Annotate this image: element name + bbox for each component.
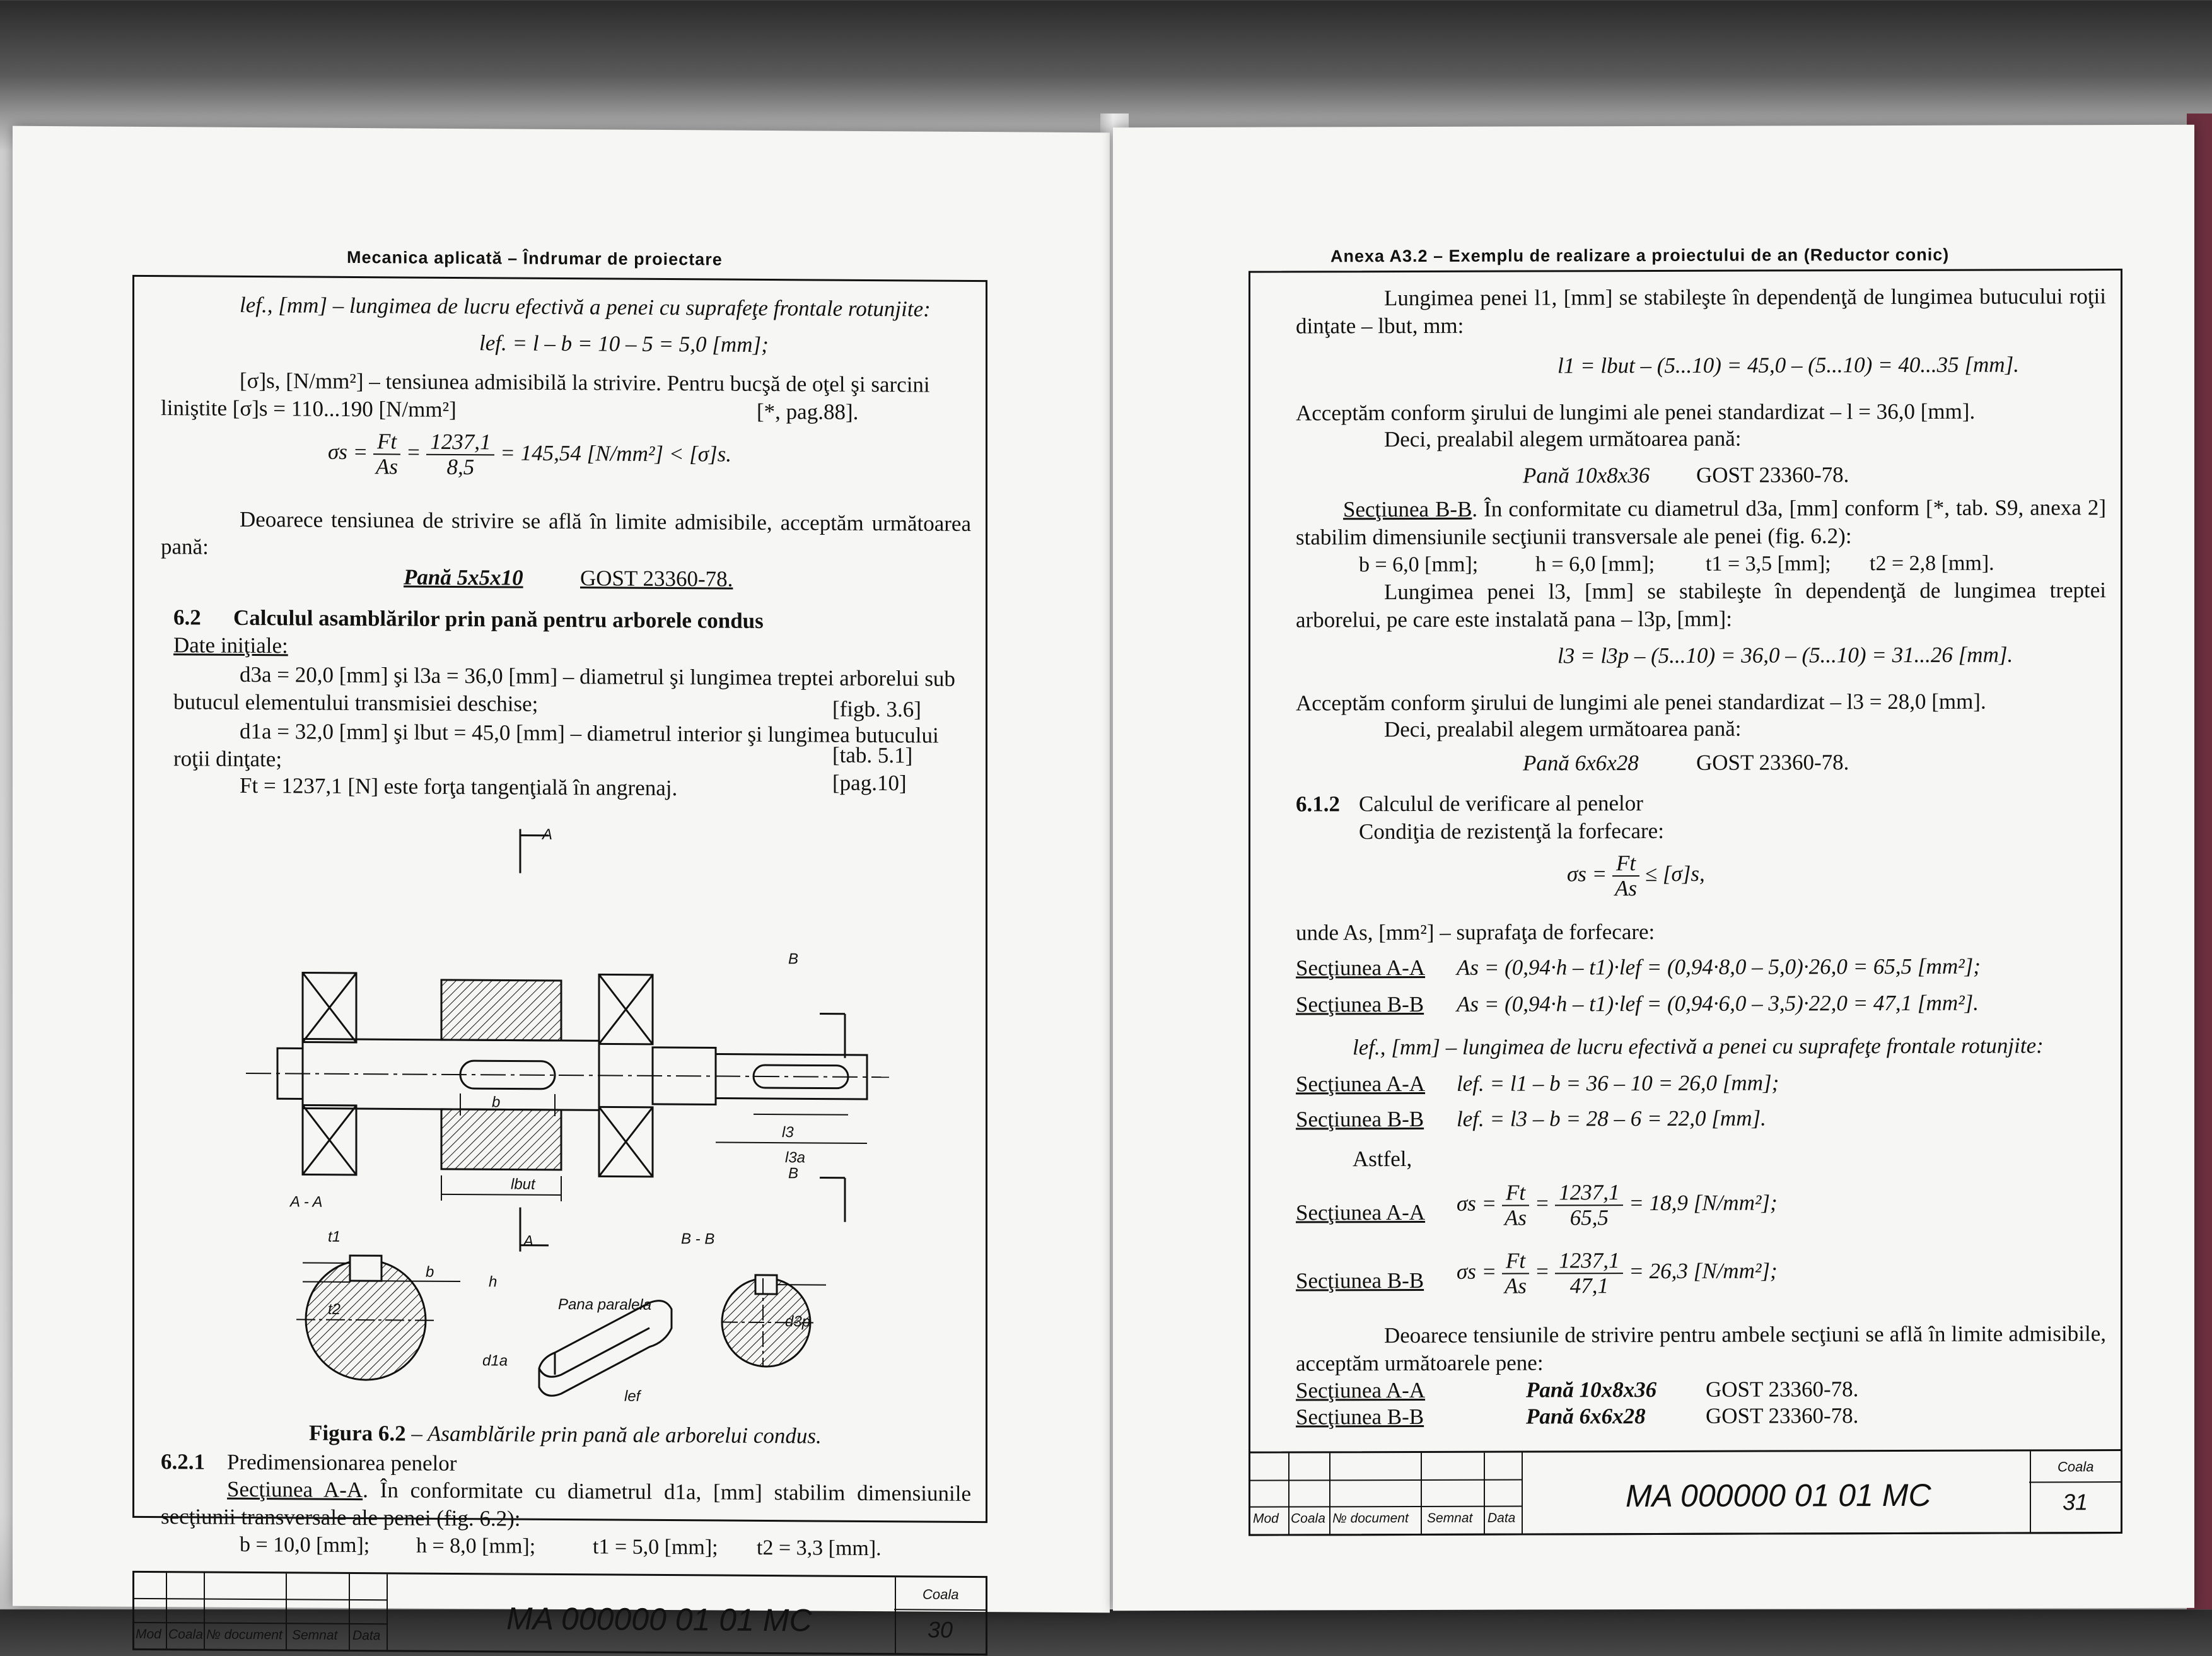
stamp-coala-label: Coala bbox=[923, 1587, 958, 1603]
fig-label-d3p: d3p bbox=[785, 1313, 810, 1331]
stamp-page-number-right: 31 bbox=[2063, 1489, 2088, 1515]
dims-bb-t2: t2 = 2,8 [mm]. bbox=[1870, 550, 1994, 578]
stamp-semnat-right: Semnat bbox=[1427, 1511, 1472, 1526]
fig-label-pana-paralela: Pana paralela bbox=[558, 1296, 651, 1314]
shear-condition-text: Condiţia de rezistenţă la forfecare: bbox=[1359, 817, 1664, 846]
stamp-data-right: Data bbox=[1487, 1511, 1515, 1526]
fig-label-B-bottom: B bbox=[788, 1165, 798, 1182]
fig-label-t2: t2 bbox=[328, 1301, 341, 1319]
p2-accept-length: Acceptăm conform şirului de lungimi ale penei standardizat – l = 36,0 [mm]. bbox=[1296, 398, 1975, 428]
dims-bb-t1: t1 = 3,5 [mm]; bbox=[1706, 550, 1831, 578]
fig-label-t1: t1 bbox=[328, 1228, 341, 1246]
chosen-key-2-gost: GOST 23360-78. bbox=[1696, 749, 1849, 777]
subsection-6-1-2-title: Calculul de verificare al penelor bbox=[1359, 790, 1643, 818]
right-page bbox=[1113, 125, 2194, 1611]
lef-bb-label: Secţiunea B-B bbox=[1296, 1105, 1424, 1134]
chosen-key-2: Pană 6x6x28 bbox=[1523, 749, 1639, 777]
dims-aa-t1: t1 = 5,0 [mm]; bbox=[593, 1533, 718, 1561]
shear-area-aa-formula: As = (0,94·h – t1)·lef = (0,94·8,0 – 5,0)·26,0 = 65,5 [mm²]; bbox=[1457, 953, 1981, 982]
shear-area-aa-label: Secţiunea A-A bbox=[1296, 954, 1425, 983]
section-6-2-title: Calculul asamblărilor prin pană pentru arborele condus bbox=[233, 604, 764, 635]
final-bb-gost: GOST 23360-78. bbox=[1706, 1402, 1858, 1430]
figure-6-2-caption: Figura 6.2 – Asamblările prin pană ale arborelui condus. bbox=[309, 1420, 822, 1450]
subsection-6-2-1-title: Predimensionarea penelor bbox=[227, 1449, 457, 1478]
stamp-coala-right: Coala bbox=[1291, 1511, 1325, 1526]
stamp-page-number: 30 bbox=[928, 1617, 953, 1643]
accept-paragraph: Deoarece tensiunea de strivire se află în limite admisibile, acceptăm următoarea pană: bbox=[161, 505, 971, 566]
stamp-nr-document-right: № document bbox=[1332, 1511, 1409, 1526]
fig-label-h: h bbox=[489, 1273, 497, 1291]
p6-accept-length-b: Acceptăm conform şirului de lungimi ale penei standardizat – l3 = 28,0 [mm]. bbox=[1296, 688, 1986, 718]
initial-data-line-4: roţii dinţate; bbox=[173, 745, 282, 773]
fig-label-section-BB: B - B bbox=[681, 1230, 714, 1248]
check-aa-label: Secţiunea A-A bbox=[1296, 1199, 1425, 1227]
subsection-6-2-1-number: 6.2.1 bbox=[161, 1448, 205, 1476]
right-running-header: Anexa A3.2 – Exemplu de realizare a proiectului de an (Reductor conic) bbox=[1330, 245, 1949, 267]
stamp-document-code: MA 000000 01 01 MC bbox=[506, 1600, 812, 1638]
chosen-key-1: Pană 10x8x36 bbox=[1523, 462, 1650, 490]
fig-label-d1a: d1a bbox=[482, 1352, 508, 1370]
fig-label-b-section: b bbox=[426, 1264, 434, 1281]
fig-label-lbut: lbut bbox=[511, 1176, 535, 1194]
p7-choose-key-b: Deci, prealabil alegem următoarea pană: bbox=[1384, 715, 1742, 743]
p3-choose-key: Deci, prealabil alegem următoarea pană: bbox=[1384, 425, 1742, 453]
initial-data-line-5: Ft = 1237,1 [N] este forţa tangenţială în angrenaj. bbox=[240, 772, 677, 802]
fig-label-A-top: A bbox=[542, 826, 552, 844]
section-aa-paragraph: Secţiunea A-A. În conformitate cu diametrul d1a, [mm] stabilim dimensiunile secţiunii transversale ale penei (fig. 6.2): bbox=[161, 1475, 971, 1536]
dims-aa-h: h = 8,0 [mm]; bbox=[416, 1532, 535, 1561]
lef-aa-formula: lef. = l1 – b = 36 – 10 = 26,0 [mm]; bbox=[1457, 1069, 1779, 1097]
lef-definition-right: lef., [mm] – lungimea de lucru efectivă a penei cu suprafeţe frontale rotunjite: bbox=[1353, 1032, 2044, 1061]
sigma-check-formula: σs = $\frac{Ft}{As}$ = $\frac{1237,1}{8,5}$ = 145,54 [N/mm²] < [σ]s. bbox=[328, 429, 731, 481]
stamp-data: Data bbox=[352, 1628, 380, 1643]
initial-data-line-2: butucul elementului transmisiei deschise; bbox=[173, 688, 538, 718]
shear-area-definition: unde As, [mm²] – suprafaţa de forfecare: bbox=[1296, 918, 1655, 947]
lef-aa-label: Secţiunea A-A bbox=[1296, 1070, 1425, 1099]
right-title-block bbox=[1249, 1449, 2122, 1536]
left-page bbox=[13, 126, 1110, 1613]
final-paragraph: Deoarece tensiunile de strivire pentru ambele secţiuni se află în limite admisibile, acceptăm următoarele pene: bbox=[1296, 1320, 2106, 1377]
shear-area-bb-formula: As = (0,94·h – t1)·lef = (0,94·6,0 – 3,5)·22,0 = 47,1 [mm²]. bbox=[1457, 989, 1979, 1018]
sigma-reference: [*, pag.88]. bbox=[757, 398, 858, 426]
stamp-mod-right: Mod bbox=[1253, 1512, 1279, 1527]
dims-bb-b: b = 6,0 [mm]; bbox=[1359, 551, 1478, 579]
chosen-key-1-gost: GOST 23360-78. bbox=[1696, 461, 1849, 489]
formula-l1: l1 = lbut – (5...10) = 45,0 – (5...10) = 40...35 [mm]. bbox=[1557, 351, 2019, 380]
dims-aa-t2: t2 = 3,3 [mm]. bbox=[757, 1534, 882, 1563]
stamp-mod: Mod bbox=[136, 1627, 161, 1642]
initial-data-ref-4: [tab. 5.1] bbox=[832, 742, 912, 770]
left-title-block bbox=[132, 1571, 987, 1655]
p5-key-length-b: Lungimea penei l3, [mm] se stabileşte în dependenţă de lungimea treptei arborelui, pe care este instalată pana – l3p, [mm]: bbox=[1296, 576, 2106, 634]
final-aa-key: Pană 10x8x36 bbox=[1526, 1376, 1656, 1404]
lef-definition: lef., [mm] – lungimea de lucru efectivă a penei cu suprafeţe frontale rotunjite: bbox=[240, 291, 971, 324]
sigma-definition-b: liniştite [σ]s = 110...190 [N/mm²] bbox=[161, 394, 457, 424]
shear-condition-formula: σs = $\frac{Ft}{As}$ ≤ [σ]s, bbox=[1567, 851, 1705, 901]
sigma-definition-a: [σ]s, [N/mm²] – tensiunea admisibilă la strivire. Pentru bucşă de oţel şi sarcini bbox=[240, 367, 971, 399]
fig-label-l3: l3 bbox=[782, 1124, 794, 1141]
fig-label-B-top: B bbox=[788, 950, 798, 968]
dims-bb-h: h = 6,0 [mm]; bbox=[1535, 551, 1655, 578]
dims-aa-b: b = 10,0 [mm]; bbox=[240, 1531, 370, 1560]
fig-label-section-AA: A - A bbox=[290, 1193, 323, 1211]
fig-label-b: b bbox=[492, 1093, 500, 1111]
p1-key-length: Lungimea penei l1, [mm] se stabileşte în dependenţă de lungimea butucului roţii dinţate – lbut, mm: bbox=[1296, 283, 2106, 340]
subsection-6-1-2-number: 6.1.2 bbox=[1296, 790, 1340, 818]
left-running-header: Mecanica aplicată – Îndrumar de proiectare bbox=[347, 248, 723, 270]
p4-section-bb: Secţiunea B-B. În conformitate cu diametrul d3a, [mm] conform [*, tab. S9, anexa 2] stabilim dimensiunile secţiunii transversale ale penei (fig. 6.2): bbox=[1296, 494, 2106, 551]
initial-data-line-1: d3a = 20,0 [mm] şi l3a = 36,0 [mm] – diametrul şi lungimea treptei arborelui sub bbox=[240, 661, 971, 693]
stamp-semnat: Semnat bbox=[292, 1628, 337, 1643]
stamp-coala-label-right: Coala bbox=[2058, 1459, 2093, 1475]
check-bb-formula: σs = $\frac{Ft}{As}$ = $\frac{1237,1}{47,1}$ = 26,3 [N/mm²]; bbox=[1457, 1248, 1778, 1298]
formula-l3: l3 = l3p – (5...10) = 36,0 – (5...10) = 31...26 [mm]. bbox=[1557, 641, 2013, 670]
final-aa-label: Secţiunea A-A bbox=[1296, 1377, 1425, 1405]
fig-label-lef: lef bbox=[624, 1388, 640, 1406]
check-bb-label: Secţiunea B-B bbox=[1296, 1267, 1424, 1295]
initial-data-ref-5: [pag.10] bbox=[832, 769, 907, 798]
lef-bb-formula: lef. = l3 – b = 28 – 6 = 22,0 [mm]. bbox=[1457, 1105, 1766, 1133]
section-6-2-number: 6.2 bbox=[173, 604, 201, 631]
stamp-nr-document: № document bbox=[206, 1628, 282, 1643]
lef-formula: lef. = l – b = 10 – 5 = 5,0 [mm]; bbox=[479, 329, 769, 359]
initial-data-line-3: d1a = 32,0 [mm] şi lbut = 45,0 [mm] – diametrul interior şi lungimea butucului bbox=[240, 718, 971, 750]
astfel-text: Astfel, bbox=[1353, 1145, 1412, 1173]
shear-area-bb-label: Secţiunea B-B bbox=[1296, 991, 1424, 1019]
accepted-key-gost: GOST 23360-78. bbox=[580, 564, 733, 593]
figure-6-2-drawing bbox=[158, 795, 977, 1431]
check-aa-formula: σs = $\frac{Ft}{As}$ = $\frac{1237,1}{65,5}$ = 18,9 [N/mm²]; bbox=[1457, 1180, 1778, 1230]
final-bb-label: Secţiunea B-B bbox=[1296, 1403, 1424, 1432]
fig-label-A-bottom: A bbox=[523, 1233, 533, 1251]
accepted-key: Pană 5x5x10 bbox=[404, 563, 523, 592]
final-aa-gost: GOST 23360-78. bbox=[1706, 1375, 1858, 1404]
stamp-document-code-right: MA 000000 01 01 MC bbox=[1626, 1477, 1931, 1514]
stamp-coala: Coala bbox=[168, 1627, 203, 1642]
final-bb-key: Pană 6x6x28 bbox=[1526, 1402, 1646, 1430]
initial-data-heading: Date iniţiale: bbox=[173, 631, 288, 660]
initial-data-ref-2: [figb. 3.6] bbox=[832, 696, 921, 724]
fig-label-l3a: l3a bbox=[785, 1149, 805, 1167]
